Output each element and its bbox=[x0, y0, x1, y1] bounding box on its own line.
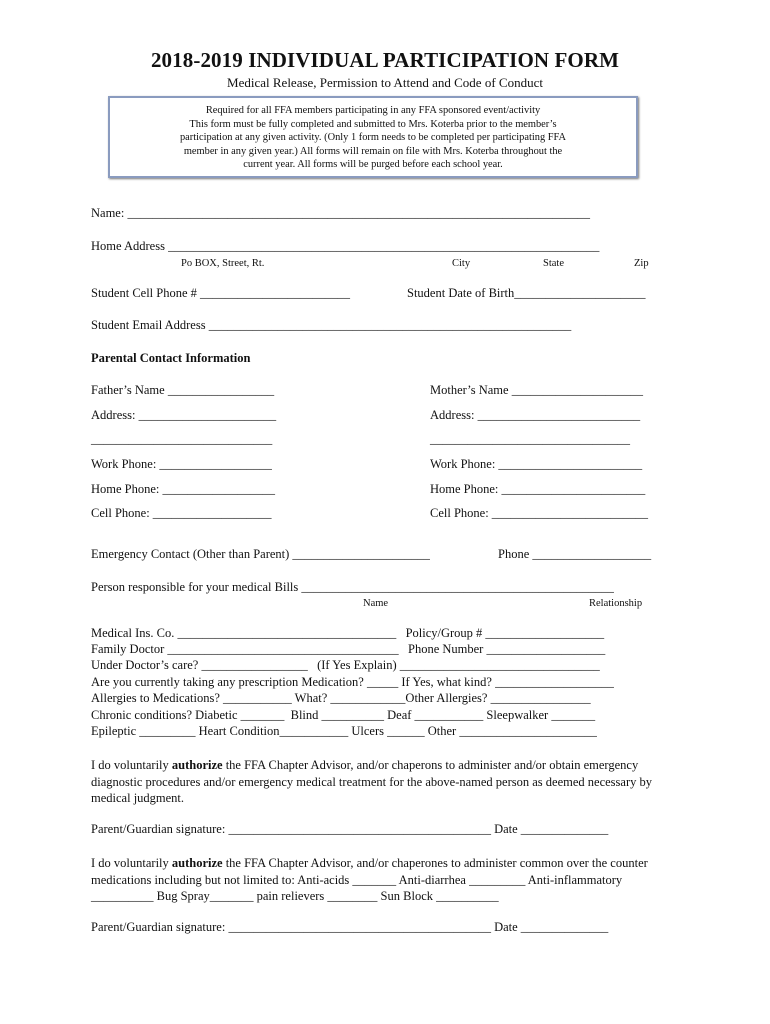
responsible-relationship-label: Relationship bbox=[589, 598, 643, 609]
emergency-treatment-consent bbox=[91, 757, 681, 807]
responsible-name-label: Name bbox=[363, 598, 389, 609]
emergency-contact-field[interactable]: Emergency Contact (Other than Parent) ______________________ bbox=[91, 547, 430, 561]
mother-cell-phone-field[interactable]: Cell Phone: _________________________ bbox=[430, 506, 649, 520]
medical-insurance-row[interactable]: Medical Ins. Co. ___________________________________ Policy/Group # ___________________ bbox=[91, 626, 605, 640]
mother-address-field[interactable]: Address: __________________________ bbox=[430, 408, 641, 422]
allergies-row[interactable]: Allergies to Medications? ___________ What? ____________Other Allergies? ________________ bbox=[91, 691, 591, 705]
student-cell-phone-field[interactable]: Student Cell Phone # ________________________ bbox=[91, 286, 351, 300]
form-title: 2018-2019 INDIVIDUAL PARTICIPATION FORM bbox=[150, 48, 620, 72]
requirements-notice-box bbox=[108, 96, 638, 178]
signature-date-field-1[interactable]: Parent/Guardian signature: __________________________________________ Date ______________ bbox=[91, 822, 609, 836]
notice-line: participation at any given activity. (Only 1 form needs to be completed per participating FFA bbox=[179, 132, 567, 143]
father-address-field[interactable]: Address: ______________________ bbox=[91, 408, 277, 422]
doctors-care-row[interactable]: Under Doctor’s care? _________________ (If Yes Explain) ________________________________ bbox=[91, 658, 600, 672]
address-street-label: Po BOX, Street, Rt. bbox=[181, 258, 265, 269]
mother-work-phone-field[interactable]: Work Phone: _______________________ bbox=[430, 457, 643, 471]
father-name-field[interactable]: Father’s Name _________________ bbox=[91, 383, 275, 397]
consent-authorize-word: authorize bbox=[171, 758, 223, 772]
mother-name-field[interactable]: Mother’s Name _____________________ bbox=[430, 383, 643, 397]
prescription-row[interactable]: Are you currently taking any prescription Medication? _____ If Yes, what kind? ___________________ bbox=[91, 675, 614, 689]
mother-home-phone-field[interactable]: Home Phone: _______________________ bbox=[430, 482, 646, 496]
notice-line: This form must be fully completed and submitted to Mrs. Koterba prior to the member’s bbox=[189, 118, 557, 130]
otc-medication-consent bbox=[91, 855, 681, 905]
father-address-line2[interactable]: _____________________________ bbox=[91, 432, 273, 446]
student-dob-field[interactable]: Student Date of Birth_____________________ bbox=[407, 286, 646, 300]
address-zip-label: Zip bbox=[634, 258, 649, 269]
notice-line: Required for all FFA members participating in any FFA sponsored event/activity bbox=[205, 105, 541, 116]
address-city-label: City bbox=[452, 258, 471, 269]
form-subtitle: Medical Release, Permission to Attend and Code of Conduct bbox=[227, 75, 543, 90]
notice-line: current year. All forms will be purged before each school year. bbox=[243, 159, 503, 170]
signature-date-field-2[interactable]: Parent/Guardian signature: __________________________________________ Date ______________ bbox=[91, 920, 609, 934]
home-address-field[interactable]: Home Address _____________________________________________________________________ bbox=[91, 239, 600, 253]
notice-line: member in any given year.) All forms will remain on file with Mrs. Koterba throughout the bbox=[183, 145, 563, 157]
student-name-field[interactable]: Name: __________________________________________________________________________ bbox=[91, 206, 590, 220]
address-state-label: State bbox=[543, 258, 564, 269]
chronic-conditions-row[interactable]: Chronic conditions? Diabetic _______ Blind __________ Deaf ___________ Sleepwalker _______ bbox=[91, 708, 596, 722]
consent-authorize-word: authorize bbox=[171, 856, 223, 870]
consent-text: I do voluntarily bbox=[91, 758, 172, 772]
consent-text: the FFA Chapter Advisor, and/or chaperones to administer common over the counter medications including but not limited to: Anti-acids _______ Anti-diarrhea _________ Anti-inflammatory __________ Bug Spray_______ pain relievers ________ Sun Block __________ bbox=[91, 856, 648, 903]
emergency-phone-field[interactable]: Phone ___________________ bbox=[498, 547, 652, 561]
father-work-phone-field[interactable]: Work Phone: __________________ bbox=[91, 457, 272, 471]
medical-bills-responsible-field[interactable]: Person responsible for your medical Bills __________________________________________________ bbox=[91, 580, 614, 594]
epileptic-row[interactable]: Epileptic _________ Heart Condition___________ Ulcers ______ Other ______________________ bbox=[91, 724, 597, 738]
father-cell-phone-field[interactable]: Cell Phone: ___________________ bbox=[91, 506, 272, 520]
father-home-phone-field[interactable]: Home Phone: __________________ bbox=[91, 482, 276, 496]
family-doctor-row[interactable]: Family Doctor _____________________________________ Phone Number ___________________ bbox=[91, 642, 606, 656]
parental-contact-heading: Parental Contact Information bbox=[91, 351, 251, 365]
consent-text: I do voluntarily bbox=[91, 856, 172, 870]
mother-address-line2[interactable]: ________________________________ bbox=[430, 432, 630, 446]
consent-text: the FFA Chapter Advisor, and/or chaperons to administer and/or obtain emergency diagnostic procedures and/or emergency medical treatment for the above-named person as deemed necessary by medical judgment. bbox=[91, 758, 652, 805]
student-email-field[interactable]: Student Email Address __________________________________________________________ bbox=[91, 318, 572, 332]
